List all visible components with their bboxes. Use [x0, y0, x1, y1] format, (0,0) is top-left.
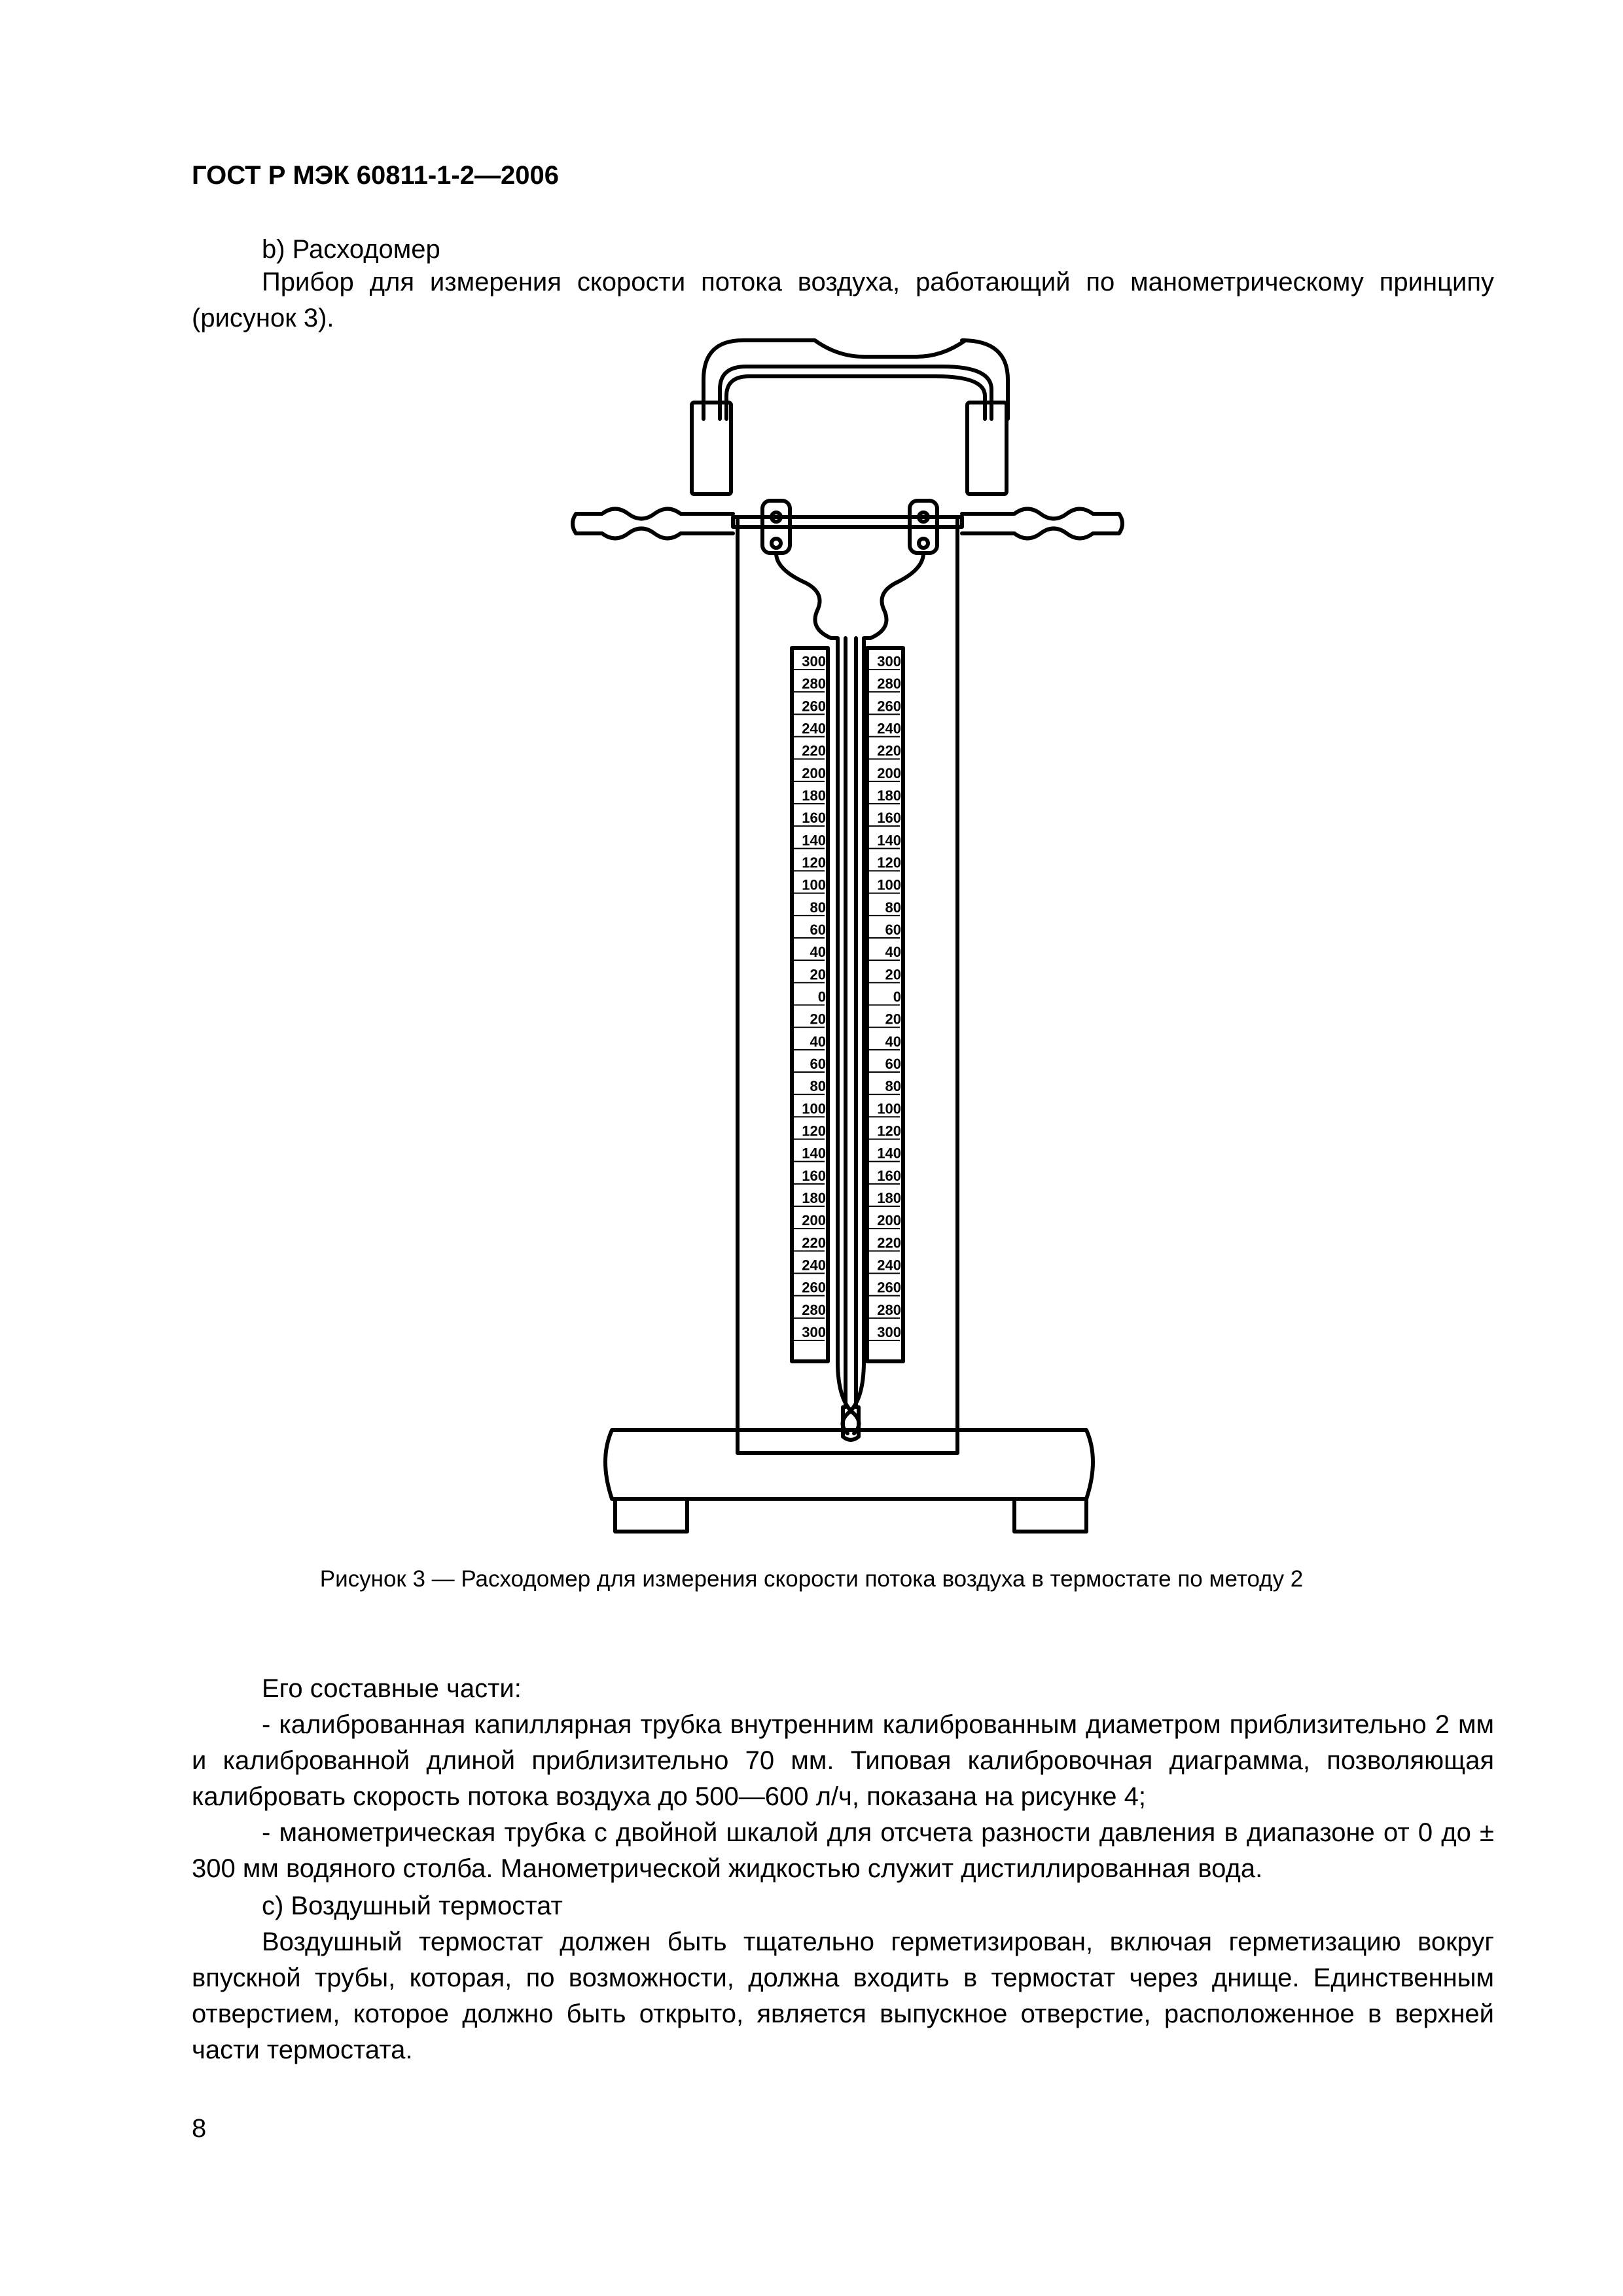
scale-label-right: 80 [885, 1078, 901, 1095]
scale-label-right: 60 [885, 922, 901, 938]
scale-label-right: 40 [885, 1033, 901, 1050]
figure-caption: Рисунок 3 — Расходомер для измерения скорости потока воздуха в термостате по методу 2 [319, 1566, 1304, 1592]
scale-label-left: 20 [810, 1011, 826, 1028]
component-item-1: - калиброванная капиллярная трубка внутренним калиброванным диаметром приблизительно 2 мм и калиброванной длиной приблизительно 70 мм. Типовая калибровочная диаграмма, позволяющая калибровать скорость потока воздуха до 500—600 л/ч, показана на рисунке 4; [192, 1710, 1494, 1811]
scale-label-left: 40 [810, 944, 826, 961]
scale-label-left: 120 [802, 854, 826, 871]
scale-label-left: 200 [802, 1212, 826, 1229]
components-intro: Его составные части: [262, 1674, 522, 1703]
scale-label-right: 100 [877, 1100, 901, 1117]
scale-label-left: 220 [802, 1234, 826, 1251]
scale-label-left: 260 [802, 698, 826, 715]
scale-label-right: 180 [877, 787, 901, 804]
scale-label-left: 280 [802, 675, 826, 692]
scale-label-right: 220 [877, 1234, 901, 1251]
scale-label-left: 100 [802, 1100, 826, 1117]
scale-label-right: 100 [877, 876, 901, 893]
scale-label-left: 220 [802, 742, 826, 759]
scale-label-left: 60 [810, 1056, 826, 1072]
scale-label-left: 140 [802, 1145, 826, 1162]
component-item-2: - манометрическая трубка с двойной шкалой для отсчета разности давления в диапазоне от 0 до ± 300 мм водяного столба. Манометрической жидкостью служит дистиллированная вода. [192, 1818, 1494, 1883]
scale-label-left: 180 [802, 787, 826, 804]
standard-header: ГОСТ Р МЭК 60811-1-2—2006 [192, 161, 559, 190]
scale-label-left: 140 [802, 832, 826, 849]
scale-label-left: 160 [802, 810, 826, 827]
left-hose [573, 509, 733, 539]
scale-label-left: 20 [810, 966, 826, 983]
scale-label-right: 40 [885, 944, 901, 961]
scale-label-right: 160 [877, 810, 901, 827]
scale-label-right: 220 [877, 742, 901, 759]
scale-label-right: 120 [877, 1122, 901, 1139]
section-b-title: b) Расходомер [262, 235, 440, 264]
scale-label-left: 120 [802, 1122, 826, 1139]
scale-label-left: 100 [802, 876, 826, 893]
scale-label-right: 20 [885, 966, 901, 983]
scale-label-right: 60 [885, 1056, 901, 1072]
scale-label-right: 280 [877, 675, 901, 692]
scale-label-right: 200 [877, 764, 901, 781]
scale-label-right: 200 [877, 1212, 901, 1229]
scale-label-left: 180 [802, 1190, 826, 1206]
scale-label-right: 80 [885, 899, 901, 916]
scale-label-right: 0 [893, 988, 901, 1005]
scale-label-right: 180 [877, 1190, 901, 1206]
scale-label-right: 280 [877, 1301, 901, 1318]
right-foot [1014, 1499, 1086, 1532]
scale-label-left: 0 [817, 988, 826, 1005]
section-c-text: Воздушный термостат должен быть тщательно герметизирован, включая герметизацию вокруг впускной трубы, которая, по возможности, должна входить в термостат через днище. Единственным отверстием, которое должно быть открыто, является выпускное отверстие, расположенное в верхней части термостата. [192, 1928, 1494, 2064]
section-c-title: c) Воздушный термостат [262, 1892, 563, 1920]
scale-label-right: 300 [877, 653, 901, 670]
scale-label-left: 60 [810, 922, 826, 938]
scale-label-right: 240 [877, 1257, 901, 1274]
scale-label-left: 300 [802, 1324, 826, 1340]
scale-label-left: 260 [802, 1279, 826, 1296]
scale-label-left: 80 [810, 899, 826, 916]
scale-label-right: 300 [877, 1324, 901, 1340]
scale-label-left: 80 [810, 1078, 826, 1095]
left-foot [615, 1499, 687, 1532]
scale-label-right: 120 [877, 854, 901, 871]
scale-label-right: 260 [877, 1279, 901, 1296]
scale-label-right: 240 [877, 720, 901, 737]
scale-label-right: 260 [877, 698, 901, 715]
scale-label-left: 160 [802, 1167, 826, 1184]
scale-label-left: 240 [802, 1257, 826, 1274]
section-b-text: Прибор для измерения скорости потока воздуха, работающий по манометрическому принципу (рисунок 3). [192, 268, 1494, 332]
scale-label-right: 140 [877, 1145, 901, 1162]
scale-label-left: 300 [802, 653, 826, 670]
scale-label-left: 200 [802, 764, 826, 781]
scale-label-left: 40 [810, 1033, 826, 1050]
scale-label-right: 20 [885, 1011, 901, 1028]
scale-label-right: 140 [877, 832, 901, 849]
scale-label-left: 280 [802, 1301, 826, 1318]
right-hose [962, 509, 1122, 539]
page-number: 8 [192, 2114, 207, 2143]
scale-label-left: 240 [802, 720, 826, 737]
scale-label-right: 160 [877, 1167, 901, 1184]
